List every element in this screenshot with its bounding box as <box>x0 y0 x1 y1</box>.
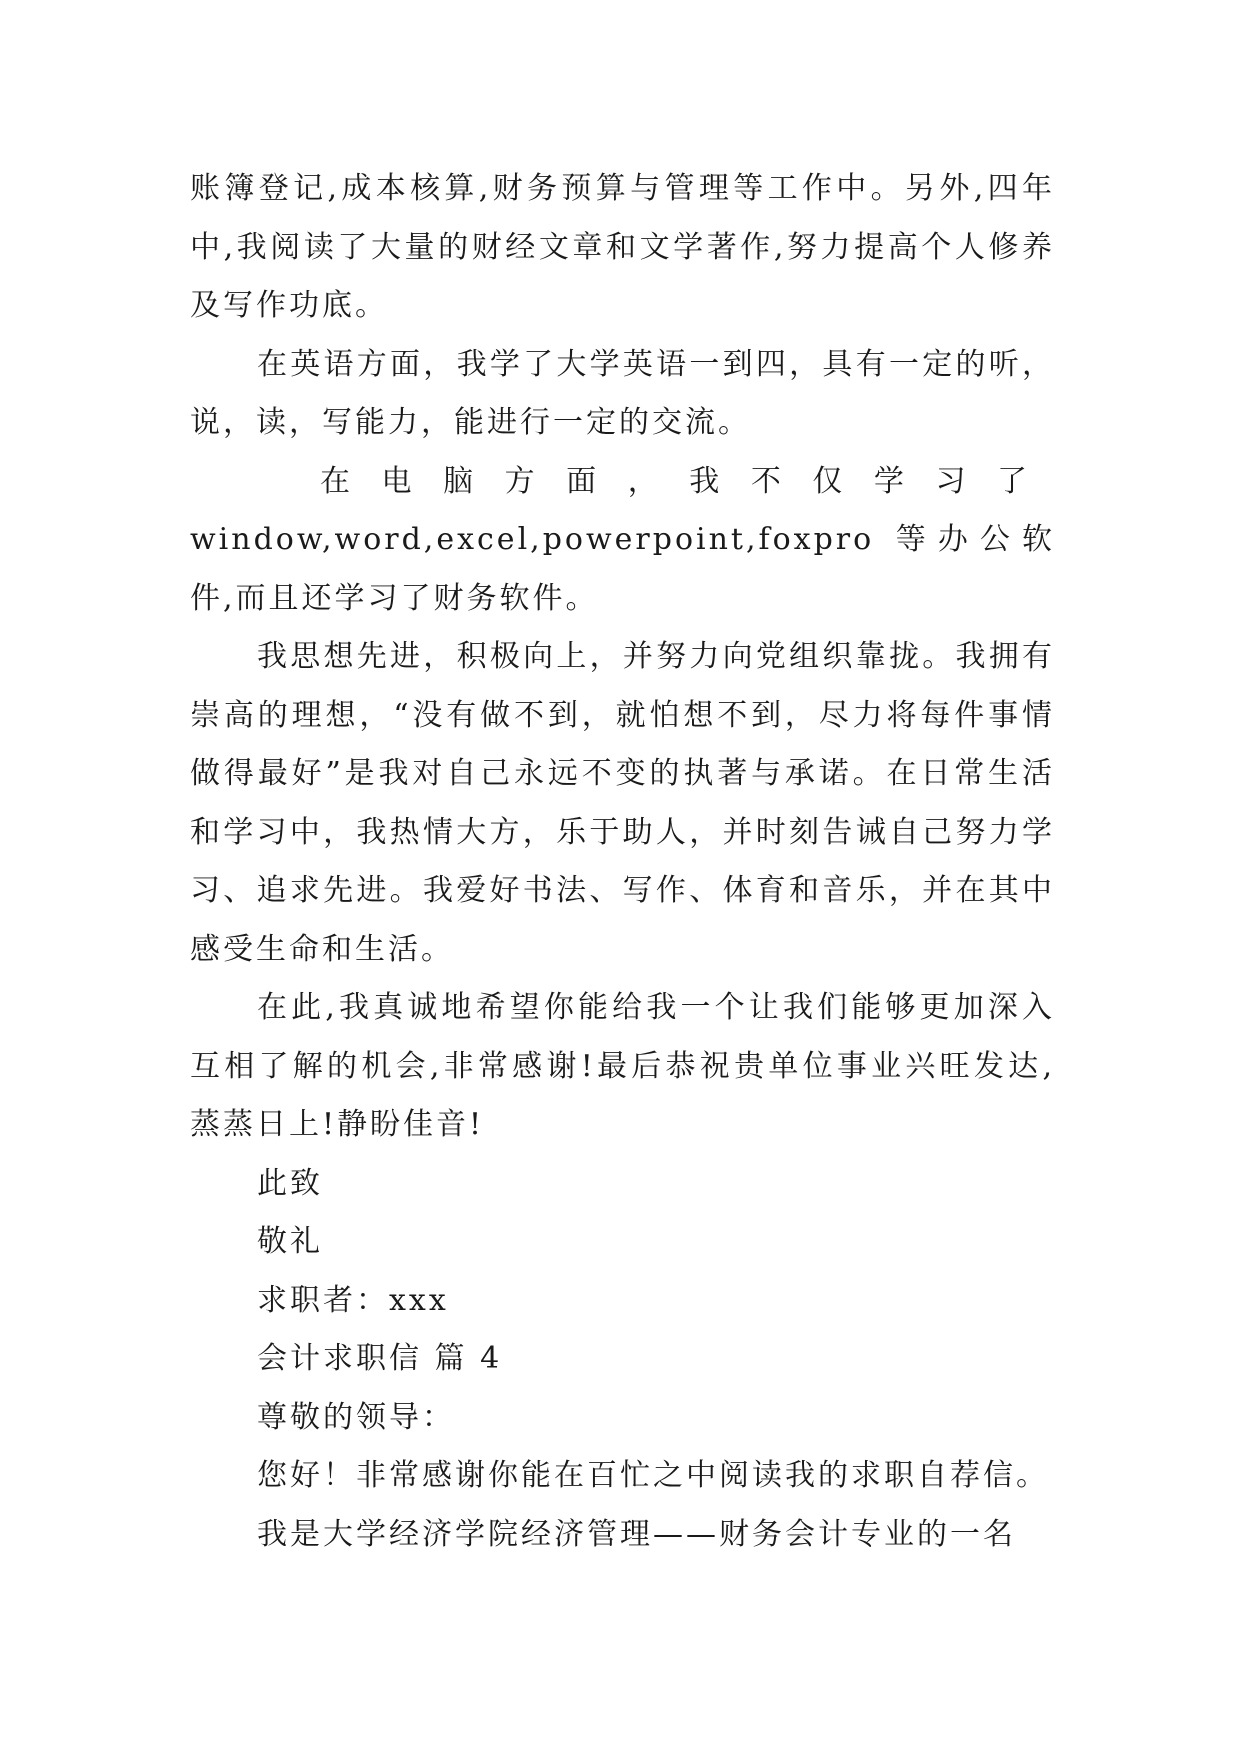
closing-signer: 求职者：xxx <box>257 1282 449 1318</box>
next-letter-title: 会计求职信 篇 4 <box>257 1341 503 1376</box>
paragraph-hope: 在此,我真诚地希望你能给我一个让我们能够更加深入互相了解的机会,非常感谢!最后恭祝贵单位事业兴旺发达,蒸蒸日上!静盼佳音! <box>190 990 1055 1142</box>
closing-salutation: 此致 <box>257 1165 323 1201</box>
next-letter-line1: 您好！非常感谢你能在百忙之中阅读我的求职自荐信。 <box>257 1458 1049 1493</box>
letter-body <box>190 160 1055 1564</box>
next-letter-greeting: 尊敬的领导： <box>257 1399 455 1435</box>
paragraph-computer-line1: 在电脑方面，我不仅学习了 <box>320 463 1055 499</box>
paragraph-study: 账簿登记,成本核算,财务预算与管理等工作中。另外,四年中,我阅读了大量的财经文章和文学著作,努力提高个人修养及写作功底。 <box>190 171 1055 323</box>
paragraph-english: 在英语方面，我学了大学英语一到四，具有一定的听，说，读，写能力，能进行一定的交流。 <box>190 346 1055 440</box>
closing-respect: 敬礼 <box>257 1224 323 1259</box>
paragraph-ideology: 我思想先进，积极向上，并努力向党组织靠拢。我拥有崇高的理想，“没有做不到，就怕想不到，尽力将每件事情做得最好”是我对自己永远不变的执著与承诺。在日常生活和学习中，我热情大方，乐于助人，并时刻告诫自己努力学习、追求先进。我爱好书法、写作、体育和音乐，并在其中感受生命和生活。 <box>190 639 1055 967</box>
next-letter-line2: 我是大学经济学院经济管理——财务会计专业的一名 <box>257 1516 1016 1552</box>
paragraph-computer-rest: window,word,excel,powerpoint,foxpro 等办公软件,而且还学习了财务软件。 <box>190 522 1055 616</box>
